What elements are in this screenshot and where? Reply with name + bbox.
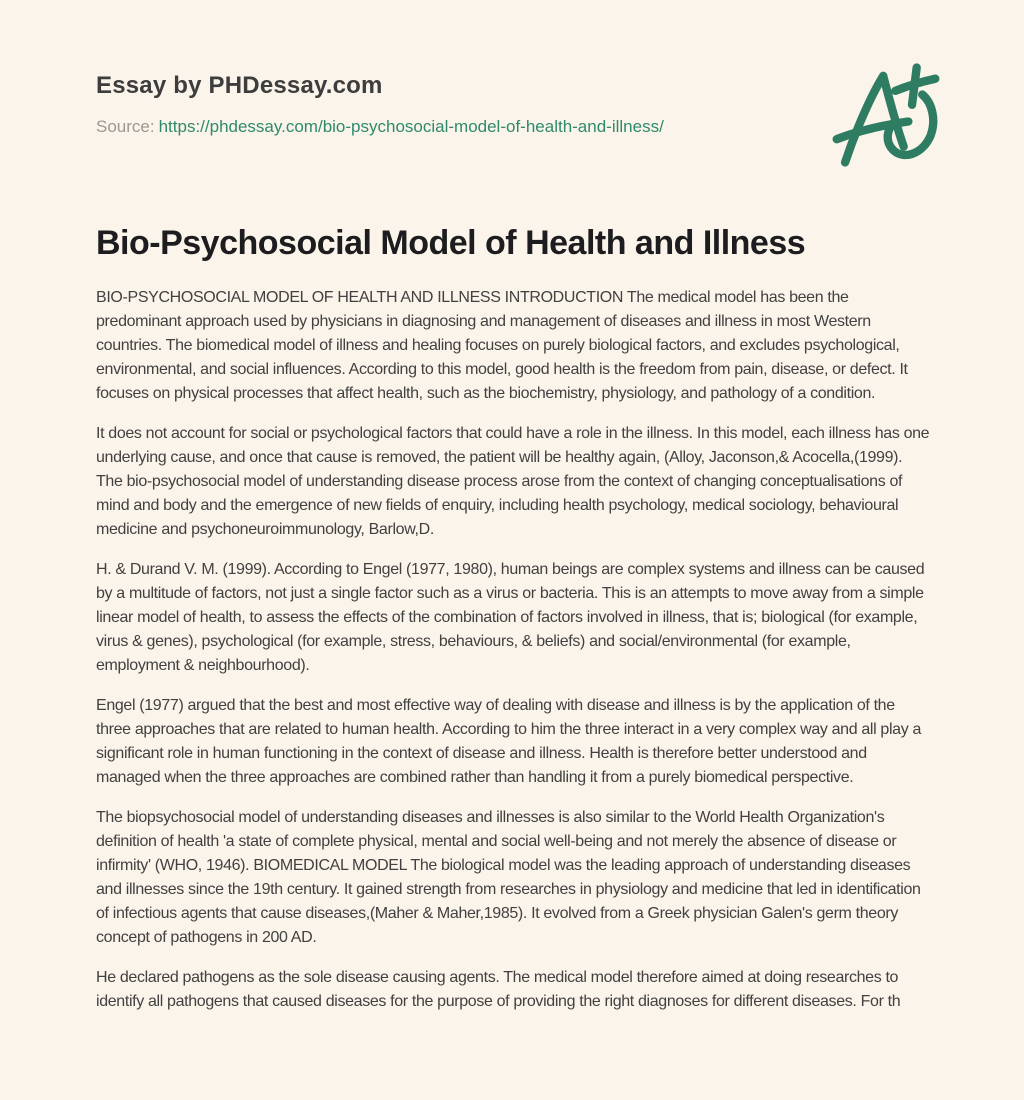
paragraph: Engel (1977) argued that the best and most effective way of dealing with disease and illness is by the application of the three approaches that are related to human health. According to him the three interact in a very complex way and all play a significant role in human functioning in the context of disease and illness. Health is therefore better understood and managed when the three approaches are combined rather than handling it from a purely biomedical perspective. <box>96 697 922 786</box>
site-header-title: Essay by PHDessay.com <box>96 72 383 99</box>
a-plus-logo-icon <box>830 62 942 168</box>
paragraph: It does not account for social or psychological factors that could have a role in the illness. In this model, each illness has one underlying cause, and once that cause is removed, the patient will be healthy again, (Alloy, Jaconson,& Acocella,(1999). The bio-psychosocial model of understanding disease process arose from the context of changing conceptualisations of mind and body and the emergence of new fields of enquiry, including health psychology, medical sociology, behavioural medicine and psychoneuroimmunology, Barlow,D. <box>96 425 930 538</box>
paragraph: The biopsychosocial model of understanding diseases and illnesses is also similar to the World Health Organization's definition of health 'a state of complete physical, mental and social well-being and not merely the absence of disease or infirmity' (WHO, 1946). BIOMEDICAL MODEL The biological model was the leading approach of understanding diseases and illnesses since the 19th century. It gained strength from researches in physiology and medicine that led in identification of infectious agents that cause diseases,(Maher & Maher,1985). It evolved from a Greek physician Galen's germ theory concept of pathogens in 200 AD. <box>96 809 921 946</box>
article <box>96 286 930 1014</box>
source-label: Source: <box>96 117 155 136</box>
paragraph: H. & Durand V. M. (1999). According to Engel (1977, 1980), human beings are complex systems and illness can be caused by a multitude of factors, not just a single factor such as a virus or bacteria. This is an attempts to move away from a simple linear model of health, to assess the effects of the combination of factors involved in illness, that is; biological (for example, virus & genes), psychological (for example, stress, behaviours, & beliefs) and social/environmental (for example, employment & neighbourhood). <box>96 561 925 674</box>
page-title: Bio-Psychosocial Model of Health and Illness <box>96 224 806 262</box>
paragraph: BIO-PSYCHOSOCIAL MODEL OF HEALTH AND ILLNESS INTRODUCTION The medical model has been the predominant approach used by physicians in diagnosing and management of diseases and illness in most Western countries. The biomedical model of illness and healing focuses on purely biological factors, and excludes psychological, environmental, and social influences. According to this model, good health is the freedom from pain, disease, or defect. It focuses on physical processes that affect health, such as the biochemistry, physiology, and pathology of a condition. <box>96 289 908 402</box>
paragraph: He declared pathogens as the sole disease causing agents. The medical model therefore aimed at doing researches to identify all pathogens that caused diseases for the purpose of providing the right diagnoses for different diseases. For th <box>96 969 901 1010</box>
source-line <box>96 117 930 137</box>
source-url-link[interactable]: https://phdessay.com/bio-psychosocial-model-of-health-and-illness/ <box>158 117 664 136</box>
